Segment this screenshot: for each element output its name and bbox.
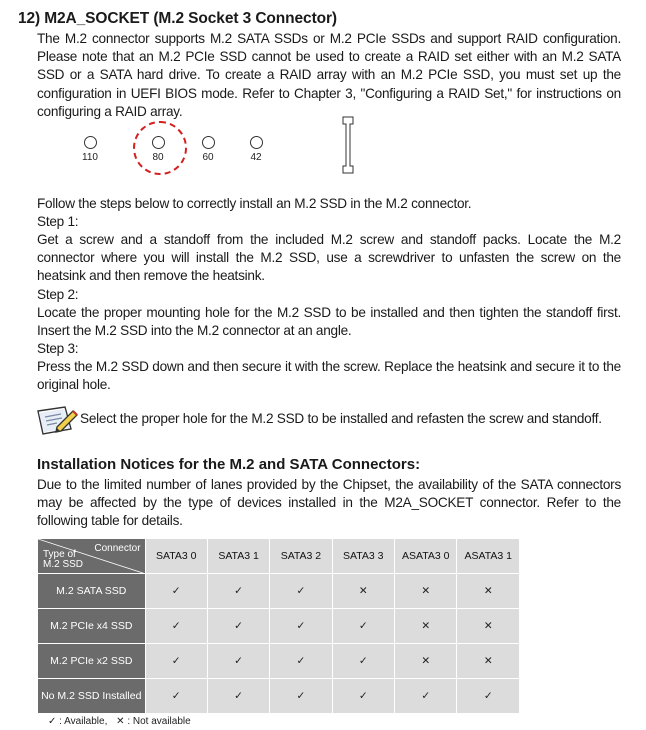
note-text: Select the proper hole for the M.2 SSD to be installed and refasten the screw and standoff. — [80, 411, 602, 426]
hole-circle-icon — [202, 136, 215, 149]
unavailable-symbol: ✕ — [116, 716, 125, 727]
table-cell: ✓ — [207, 609, 269, 644]
table-cell: ✓ — [207, 679, 269, 714]
table-cell: ✓ — [145, 679, 207, 714]
table-header-row — [38, 539, 520, 574]
hole-label: 110 — [82, 152, 98, 163]
section-title: M2A_SOCKET (M.2 Socket 3 Connector) — [44, 10, 337, 27]
hole-110 — [70, 136, 110, 163]
table-cell: ✓ — [145, 609, 207, 644]
table-cell: ✕ — [457, 644, 520, 679]
table-cell: ✕ — [332, 574, 394, 609]
hole-60 — [188, 136, 228, 163]
table-cell: ✕ — [457, 609, 520, 644]
column-header: SATA3 0 — [145, 539, 207, 574]
table-cell: ✕ — [394, 644, 457, 679]
table-cell: ✓ — [145, 644, 207, 679]
hole-label: 80 — [152, 152, 164, 163]
table-cell: ✓ — [457, 679, 520, 714]
m2-connector-slot-icon — [342, 116, 354, 174]
table-cell: ✕ — [457, 574, 520, 609]
table-cell: ✓ — [270, 574, 332, 609]
note-pencil-icon — [35, 405, 79, 437]
table-cell: ✓ — [270, 644, 332, 679]
intro-paragraph: The M.2 connector supports M.2 SATA SSDs or M.2 PCIe SSDs and support RAID configuration. Please note that an M.2 PCIe SSD cannot be used to create a RAID set either with an M.2 SATA SSD or a SATA hard drive. To create a RAID array with an M.2 PCIe SSD, you must set up the configuration in UEFI BIOS mode. Refer to Chapter 3, "Configuring a RAID Set," for instructions on configuring a RAID array. — [37, 31, 621, 119]
table-cell: ✓ — [207, 644, 269, 679]
table-cell: ✓ — [207, 574, 269, 609]
table-cell: ✓ — [332, 644, 394, 679]
column-header: ASATA3 1 — [457, 539, 520, 574]
hole-42 — [236, 136, 276, 163]
table-cell: ✓ — [270, 679, 332, 714]
available-symbol: ✓ — [48, 716, 57, 727]
column-header: ASATA3 0 — [394, 539, 457, 574]
hole-80 — [138, 136, 178, 163]
row-header: M.2 SATA SSD — [38, 574, 146, 609]
unavailable-text: : Not available — [127, 716, 191, 727]
table-cell: ✓ — [332, 679, 394, 714]
hole-label: 42 — [250, 152, 262, 163]
table-cell: ✓ — [332, 609, 394, 644]
step3-label: Step 3: — [37, 341, 79, 356]
table-row — [38, 644, 520, 679]
row-header: M.2 PCIe x2 SSD — [38, 644, 146, 679]
hole-circle-icon — [250, 136, 263, 149]
row-header: No M.2 SSD Installed — [38, 679, 146, 714]
table-row — [38, 574, 520, 609]
corner-type-line1: Type of — [43, 549, 76, 560]
table-legend — [48, 716, 191, 727]
sata-availability-table — [37, 538, 520, 714]
table-cell: ✓ — [270, 609, 332, 644]
section-number: 12) — [18, 10, 41, 27]
column-header: SATA3 1 — [207, 539, 269, 574]
corner-type-label — [43, 550, 83, 570]
column-header: SATA3 2 — [270, 539, 332, 574]
column-header: SATA3 3 — [332, 539, 394, 574]
available-text: : Available, — [59, 716, 108, 727]
hole-circle-icon — [152, 136, 165, 149]
hole-label: 60 — [202, 152, 214, 163]
table-corner-header — [38, 539, 146, 574]
table-cell: ✓ — [145, 574, 207, 609]
step3-text: Press the M.2 SSD down and then secure it with the screw. Replace the heatsink and secure it to the original hole. — [37, 359, 621, 393]
notices-title: Installation Notices for the M.2 and SATA Connectors: — [37, 456, 421, 473]
step1-label: Step 1: — [37, 214, 79, 229]
step1-text: Get a screw and a standoff from the included M.2 screw and standoff packs. Locate the M.2 connector where you will install the M.2 SSD, use a screwdriver to unfasten the screw on the heatsink and then remove the heatsink. — [37, 232, 621, 284]
section-heading — [18, 10, 337, 28]
table-row — [38, 679, 520, 714]
table-cell: ✕ — [394, 609, 457, 644]
standoff-hole-diagram — [70, 110, 400, 180]
hole-circle-icon — [84, 136, 97, 149]
notices-text: Due to the limited number of lanes provided by the Chipset, the availability of the SATA connectors may be affected by the type of devices installed in the M2A_SOCKET connector. Refer to the following table for details. — [37, 477, 621, 529]
step2-text: Locate the proper mounting hole for the M.2 SSD to be installed and then tighten the standoff first. Insert the M.2 SSD into the M.2 connector at an angle. — [37, 305, 621, 339]
table-row — [38, 609, 520, 644]
table-cell: ✓ — [394, 679, 457, 714]
row-header: M.2 PCIe x4 SSD — [38, 609, 146, 644]
steps-lead: Follow the steps below to correctly install an M.2 SSD in the M.2 connector. — [37, 196, 472, 211]
step2-label: Step 2: — [37, 287, 79, 302]
table-cell: ✕ — [394, 574, 457, 609]
corner-connector-label: Connector — [94, 543, 141, 554]
corner-type-line2: M.2 SSD — [43, 559, 84, 570]
